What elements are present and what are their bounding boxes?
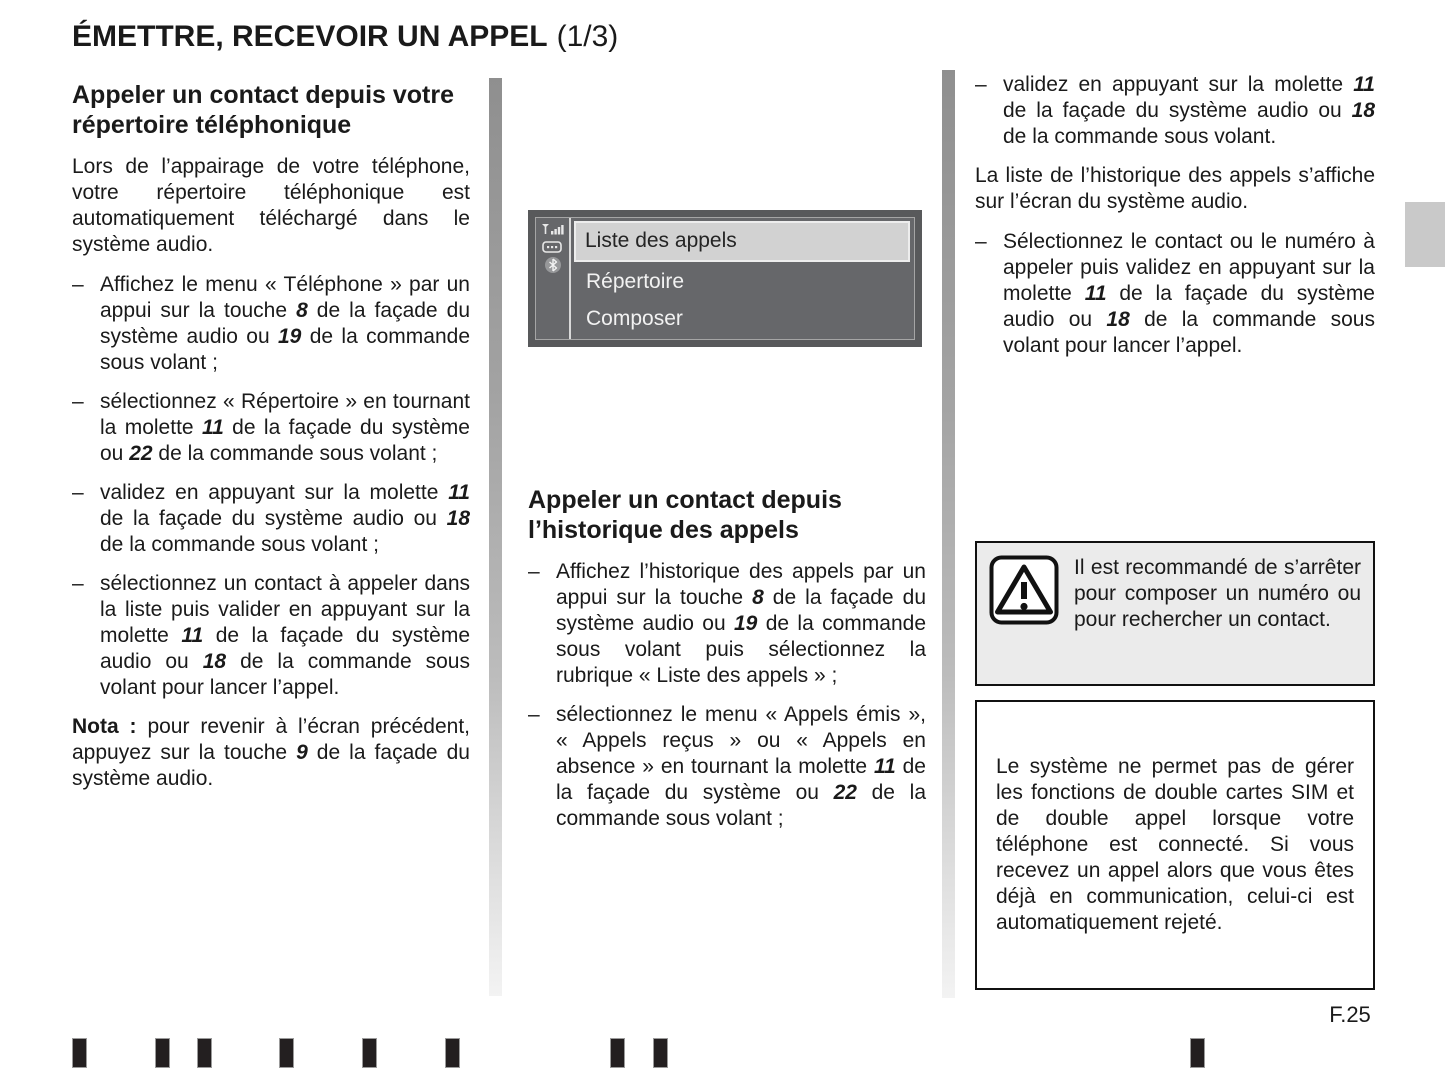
section-heading-historique: Appeler un contact depuis l’historique des appels [528, 486, 842, 544]
section-heading-repertoire: Appeler un contact depuis votre répertoire téléphonique [72, 81, 455, 139]
print-registration-mark [197, 1038, 212, 1068]
bullet-dash: – [72, 572, 84, 595]
callout-number: 11 [873, 755, 896, 778]
callout-number: 11 [201, 416, 224, 439]
list-item-text: sélectionnez « Répertoire » en tournant la molette 11 de la façade du système ou 22 de la commande sous volant ; [100, 390, 470, 465]
list-item-text: Sélectionnez le contact ou le numéro à appeler puis validez en appuyant sur la molette 11 de la façade du système audio ou 18 de la commande sous volant pour lancer l’appel. [1003, 230, 1375, 357]
battery-icon [542, 241, 563, 253]
screen-menu-item-liste-des-appels: Liste des appels [574, 221, 910, 262]
page-number: F.25 [1329, 1002, 1371, 1027]
middle-column [528, 485, 926, 845]
bullet-dash: – [528, 703, 540, 726]
audio-screen-display [535, 217, 915, 340]
list-item-text: sélectionnez un contact à appeler dans la liste puis valider en appuyant sur la molette 11 de la façade du système audio ou 18 de la commande sous volant pour lancer l’appel. [100, 572, 470, 699]
intro-paragraph: Lors de l’appairage de votre téléphone, votre répertoire téléphonique est automatiquement téléchargé dans le système audio. [72, 155, 470, 256]
callout-number: 18 [1106, 308, 1130, 331]
list-item [72, 480, 470, 558]
screen-menu [571, 218, 914, 339]
left-column [72, 80, 470, 806]
warning-text: Il est recommandé de s’arrêter pour composer un numéro ou pour rechercher un contact. [1074, 556, 1361, 631]
bullet-dash: – [528, 560, 540, 583]
column-divider [489, 78, 502, 996]
list-item [528, 702, 926, 832]
callout-number: 11 [448, 481, 470, 504]
print-registration-mark [362, 1038, 377, 1068]
signal-strength-icon [541, 223, 565, 238]
list-item-text: sélectionnez le menu « Appels émis », « Appels reçus » ou « Appels en absence » en tournant la molette 11 de la façade du système ou 22 de la commande sous volant ; [556, 703, 926, 830]
list-item [72, 389, 470, 467]
print-registration-mark [155, 1038, 170, 1068]
callout-number: 11 [181, 624, 204, 647]
bullet-dash: – [72, 481, 84, 504]
warning-box [975, 541, 1375, 686]
list-item [975, 72, 1375, 150]
callout-number: 11 [1353, 73, 1375, 96]
nota-label: Nota : [72, 715, 137, 738]
right-column [975, 72, 1375, 372]
callout-number: 18 [1351, 99, 1375, 122]
screen-menu-item-composer: Composer [586, 306, 683, 330]
list-item [528, 559, 926, 689]
print-registration-mark [279, 1038, 294, 1068]
print-registration-mark [1190, 1038, 1205, 1068]
list-item-text: validez en appuyant sur la molette 11 de la façade du système audio ou 18 de la commande sous volant. [1003, 73, 1375, 148]
callout-number: 8 [752, 586, 764, 609]
callout-number: 19 [278, 325, 302, 348]
list-item-text: Affichez l’historique des appels par un appui sur la touche 8 de la façade du système audio ou 19 de la commande sous volant puis sélectionnez la rubrique « Liste des appels » ; [556, 560, 927, 687]
bullet-dash: – [72, 273, 84, 296]
callout-number: 11 [1084, 282, 1107, 305]
list-item [72, 272, 470, 376]
print-registration-mark [653, 1038, 668, 1068]
callout-number: 18 [202, 650, 227, 673]
info-box [975, 700, 1375, 990]
section-tab [1405, 202, 1445, 267]
info-text: Le système ne permet pas de gérer les fonctions de double cartes SIM et de double appel lorsque votre téléphone est connecté. Si vous recevez un appel alors que vous êtes déjà en communication, celui-ci est automatiquement rejeté. [996, 755, 1354, 934]
bluetooth-icon [544, 256, 562, 274]
bullet-dash: – [975, 73, 987, 96]
callout-number: 18 [446, 507, 470, 530]
list-item-text: Affichez le menu « Téléphone » par un appui sur la touche 8 de la façade du système audio ou 19 de la commande sous volant ; [100, 273, 471, 374]
status-icon-bar [536, 218, 571, 339]
page-title-text: ÉMETTRE, RECEVOIR UN APPEL [72, 20, 548, 53]
bullet-dash: – [975, 230, 987, 253]
page-title [72, 20, 618, 54]
callout-number: 22 [129, 442, 153, 465]
nota-paragraph: Nota : pour revenir à l’écran précédent, appuyez sur la touche 9 de la façade du système audio. [72, 715, 471, 790]
bullet-dash: – [72, 390, 84, 413]
column-divider [942, 70, 955, 998]
warning-triangle-icon [989, 555, 1059, 625]
list-item [72, 571, 470, 701]
history-paragraph: La liste de l’historique des appels s’affiche sur l’écran du système audio. [975, 164, 1375, 213]
print-registration-mark [72, 1038, 87, 1068]
callout-number: 8 [296, 299, 308, 322]
callout-number: 9 [296, 741, 308, 764]
list-item [975, 229, 1375, 359]
print-registration-mark [445, 1038, 460, 1068]
page-title-part: (1/3) [556, 20, 619, 53]
audio-system-screen [528, 210, 922, 347]
callout-number: 22 [833, 781, 857, 804]
print-registration-mark [610, 1038, 625, 1068]
screen-menu-item-repertoire: Répertoire [586, 270, 685, 293]
list-item-text: validez en appuyant sur la molette 11 de la façade du système audio ou 18 de la commande sous volant ; [100, 481, 470, 556]
callout-number: 19 [734, 612, 758, 635]
